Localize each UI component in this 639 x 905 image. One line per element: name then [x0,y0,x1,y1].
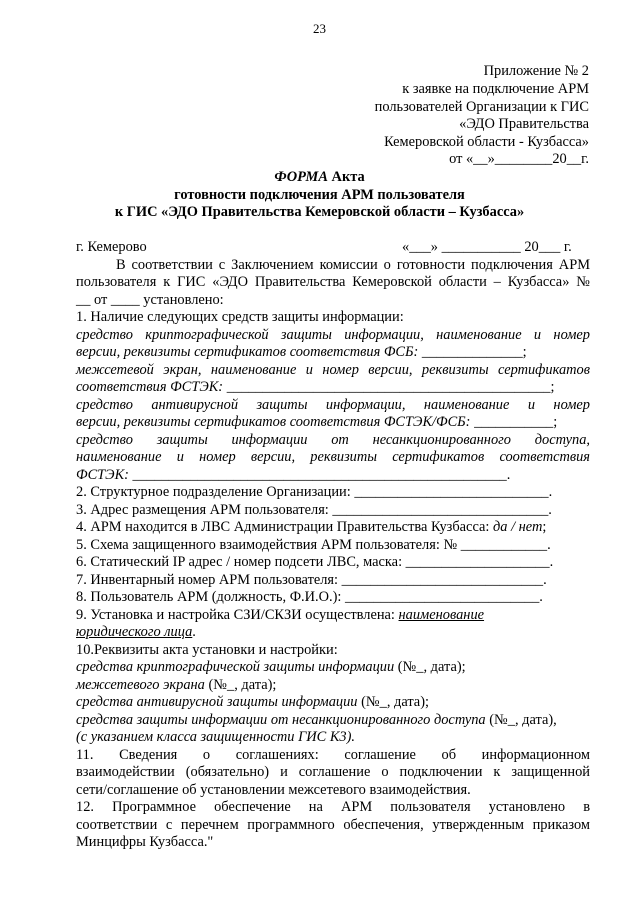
item-6: 6. Статический IP адрес / номер подсети ЛВС, маска: ____________________. [76,554,554,570]
intro-line: пользователя к ГИС «ЭДО Правительства Кемеровской области – Кузбасса» № [76,274,590,290]
item-11-line: 11. Сведения о соглашениях: соглашение об информационном [76,747,590,763]
item-9-cont: юридического лица. [76,624,196,640]
item-10: 10.Реквизиты акта установки и настройки: [76,642,338,658]
item-1-line: соответствия ФСТЭК: _____________________________________________; [76,379,555,395]
item-7: 7. Инвентарный номер АРМ пользователя: ____________________________. [76,572,547,588]
item-10-line: (с указанием класса защищенности ГИС К3). [76,729,355,745]
item-12-line: Минцифры Кузбасса." [76,834,214,850]
item-4: 4. АРМ находится в ЛВС Администрации Правительства Кузбасса: да / нет; [76,519,547,535]
item-5: 5. Схема защищенного взаимодействия АРМ пользователя: № ____________. [76,537,551,553]
item-12-line: соответствии с перечнем программного обеспечения, утвержденным приказом [76,817,590,833]
item-1-line: версии, реквизиты сертификатов соответствия ФСТЭК/ФСБ: ___________; [76,414,558,430]
item-10-line: средства антивирусной защиты информации (№_, дата); [76,694,429,710]
date-blank: «___» ___________ 20___ г. [402,239,572,255]
item-10-line: межсетевого экрана (№_, дата); [76,677,277,693]
form-title-forma: ФОРМА [274,169,328,185]
item-2: 2. Структурное подразделение Организации: ___________________________. [76,484,553,500]
page-number: 23 [313,21,326,36]
appendix-line: «ЭДО Правительства [459,116,589,132]
item-9-italic: наименование [398,607,485,623]
item-1-line: наименование и номер версии, реквизиты сертификатов соответствия [76,449,590,465]
intro-line: __ от ____ установлено: [76,292,224,308]
form-title-akta: Акта [327,169,365,185]
item-1-line: версии, реквизиты сертификатов соответствия ФСБ: ______________; [76,344,527,360]
appendix-line: Кемеровской области - Кузбасса» [384,134,589,150]
item-1-line: межсетевой экран, наименование и номер версии, реквизиты сертификатов [76,362,590,378]
item-11-line: взаимодействии (обязательно) и соглашение о подключении к защищенной [76,764,590,780]
item-1-line: средство антивирусной защиты информации, наименование и номер [76,397,590,413]
item-9: 9. Установка и настройка СЗИ/СКЗИ осуществлена: наименование [76,607,485,623]
item-11-line: сети/соглашение об установлении межсетевого взаимодействия. [76,782,471,798]
appendix-line: от «__»________20__г. [449,151,589,167]
appendix-line: Приложение № 2 [483,63,589,79]
item-4-choice: да / нет [493,519,543,535]
item-1-line: ФСТЭК: ____________________________________________________. [76,467,511,483]
appendix-line: пользователей Организации к ГИС [374,99,589,115]
intro-line: В соответствии с Заключением комиссии о готовности подключения АРМ [116,257,590,273]
item-10-line: средства защиты информации от несанкционированного доступа (№_, дата), [76,712,557,728]
item-1-line: средство криптографической защиты информации, наименование и номер [76,327,590,343]
form-title-line3: к ГИС «ЭДО Правительства Кемеровской области – Кузбасса» [114,204,525,220]
item-10-line: средства криптографической защиты информации (№_, дата); [76,659,466,675]
city: г. Кемерово [76,239,147,255]
form-title [0,168,639,186]
item-1: 1. Наличие следующих средств защиты информации: [76,309,404,325]
item-3: 3. Адрес размещения АРМ пользователя: ______________________________. [76,502,552,518]
form-title-line2: готовности подключения АРМ пользователя [174,187,465,203]
item-1-line: средство защиты информации от несанкционированного доступа, [76,432,590,448]
item-12-line: 12. Программное обеспечение на АРМ пользователя установлено в [76,799,590,815]
appendix-line: к заявке на подключение АРМ [402,81,589,97]
item-8: 8. Пользователь АРМ (должность, Ф.И.О.): ___________________________. [76,589,543,605]
